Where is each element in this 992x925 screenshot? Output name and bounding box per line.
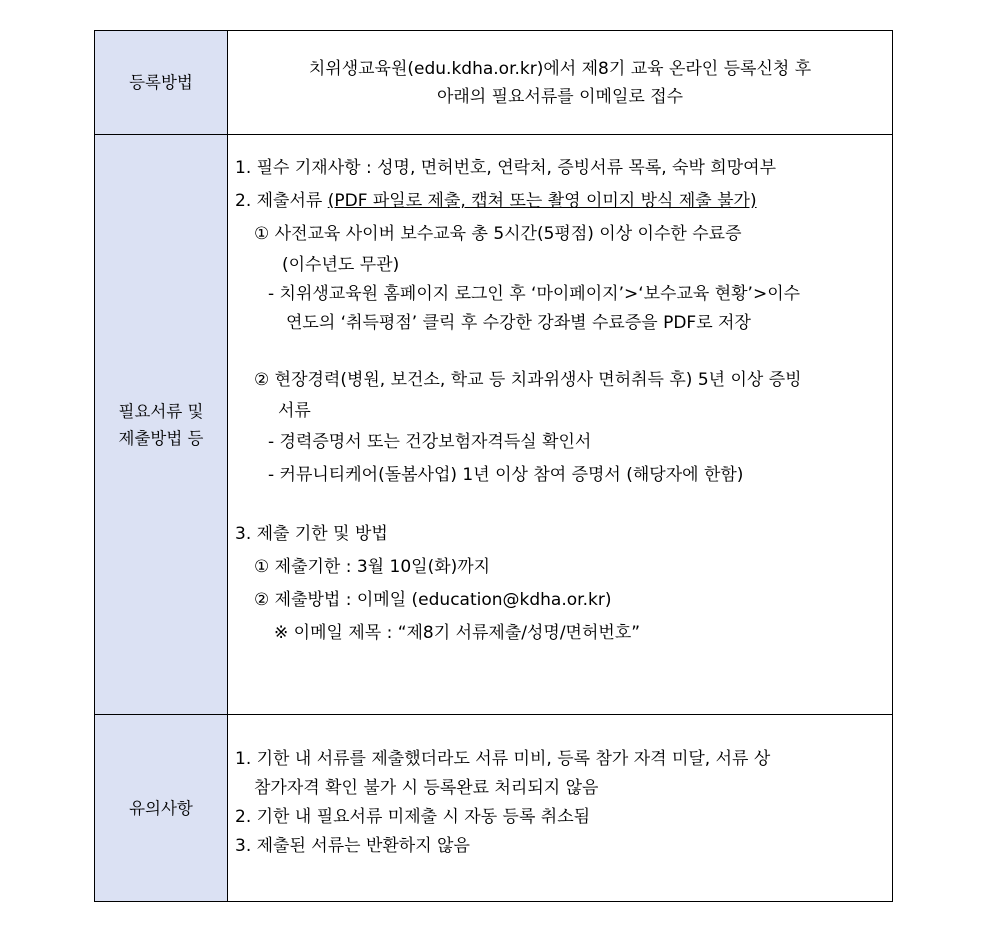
documents-header-line-2: 제출방법 등 xyxy=(118,428,204,448)
note-1-line-1: 1. 기한 내 서류를 제출했더라도 서류 미비, 등록 참가 자격 미달, 서류 상 xyxy=(235,749,771,769)
registration-content-cell xyxy=(228,31,893,135)
documents-header-cell xyxy=(95,135,228,715)
item-3-method: ② 제출방법 : 이메일 (education@kdha.or.kr) xyxy=(254,590,612,610)
registration-info-table xyxy=(94,30,893,902)
documents-content-cell xyxy=(228,135,893,715)
item-3-deadline: ① 제출기한 : 3월 10일(화)까지 xyxy=(254,557,491,577)
sub-1-detail-line-1: - 치위생교육원 홈페이지 로그인 후 ‘마이페이지’>‘보수교육 현황’>이수 xyxy=(268,284,801,304)
note-1-line-2: 참가자격 확인 불가 시 등록완료 처리되지 않음 xyxy=(254,778,599,798)
item-2-documents xyxy=(235,185,899,218)
documents-row xyxy=(95,135,893,715)
sub-2-detail-2: - 커뮤니티케어(돌봄사업) 1년 이상 참여 증명서 (해당자에 한함) xyxy=(268,465,744,485)
notes-row xyxy=(95,715,893,902)
note-2: 2. 기한 내 필요서류 미제출 시 자동 등록 취소됨 xyxy=(235,807,591,827)
sub-1-detail-line-2: 연도의 ‘취득평점’ 클릭 후 수강한 강좌별 수료증을 PDF로 저장 xyxy=(286,313,751,333)
item-3-deadline-method: 3. 제출 기한 및 방법 xyxy=(235,524,388,544)
item-2-prefix: 2. 제출서류 xyxy=(235,191,328,211)
documents-header-line-1: 필요서류 및 xyxy=(118,401,204,421)
registration-header: 등록방법 xyxy=(129,73,193,92)
sub-2-detail-1: - 경력증명서 또는 건강보험자격득실 확인서 xyxy=(268,432,592,452)
notes-header: 유의사항 xyxy=(129,798,193,818)
item-1-required-fields: 1. 필수 기재사항 : 성명, 면허번호, 연락처, 증빙서류 목록, 숙박 희망여부 xyxy=(235,158,776,178)
item-2-format-note: (PDF 파일로 제출, 캡쳐 또는 촬영 이미지 방식 제출 불가) xyxy=(327,191,757,211)
sub-1-year-note: (이수년도 무관) xyxy=(282,255,400,275)
registration-row xyxy=(95,31,893,135)
registration-line-1: 치위생교육원(edu.kdha.or.kr)에서 제8기 교육 온라인 등록신청 후 xyxy=(308,58,812,79)
sub-2-experience-line-2: 서류 xyxy=(278,401,311,421)
item-3-email-subject: ※ 이메일 제목 : “제8기 서류제출/성명/면허번호” xyxy=(274,623,641,643)
sub-1-certificate: ① 사전교육 사이버 보수교육 총 5시간(5평점) 이상 이수한 수료증 xyxy=(254,224,742,244)
spacer xyxy=(228,338,892,364)
notes-header-cell xyxy=(95,715,228,902)
registration-line-2: 아래의 필요서류를 이메일로 접수 xyxy=(436,86,684,107)
notes-content-cell xyxy=(228,715,893,902)
spacer xyxy=(228,492,892,518)
note-3: 3. 제출된 서류는 반환하지 않음 xyxy=(235,836,470,856)
registration-header-cell xyxy=(95,31,228,135)
sub-2-experience-line-1: ② 현장경력(병원, 보건소, 학교 등 치과위생사 면허취득 후) 5년 이상 증빙 xyxy=(254,370,802,390)
